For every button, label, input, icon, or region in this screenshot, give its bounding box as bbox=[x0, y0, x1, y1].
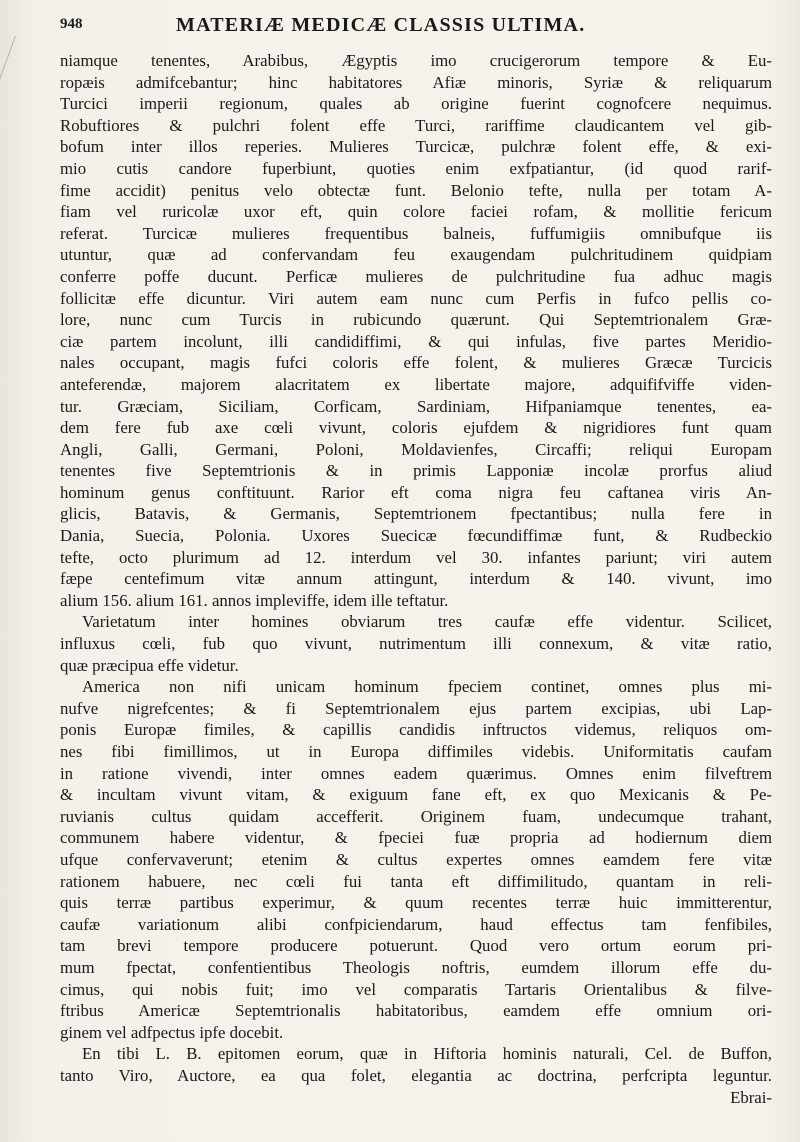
text-line: caufæ variationum alibi confpiciendarum, haud effectus tam fenfibiles, bbox=[60, 914, 772, 934]
text-line: America non nifi unicam hominum fpeciem continet, omnes plus mi- bbox=[82, 677, 772, 697]
text-line: in ratione vivendi, inter omnes eadem quærimus. Omnes enim filveftrem bbox=[60, 763, 772, 783]
text-line: nales occupant, magis fufci coloris effe folent, & mulieres Græcæ Turcicis bbox=[60, 353, 772, 373]
text-line: ruvianis cultus quidam accefferit. Originem fuam, undecumque trahant, bbox=[60, 806, 772, 826]
text-line: & incultam vivunt vitam, & exiguum fane eft, ex quo Mexicanis & Pe- bbox=[60, 785, 772, 805]
text-line: ftribus Americæ Septemtrionalis habitatoribus, eamdem effe omnium ori- bbox=[60, 1001, 772, 1021]
text-line: tenentes five Septemtrionis & in primis Lapponiæ incolæ prorfus aliud bbox=[60, 461, 772, 481]
text-line: fæpe centefimum vitæ annum attingunt, interdum & 140. vivunt, imo bbox=[60, 569, 772, 589]
text-line: Varietatum inter homines obviarum tres caufæ effe videntur. Scilicet, bbox=[82, 612, 772, 632]
text-line: quæ præcipua effe videtur. bbox=[60, 655, 239, 675]
text-line: tefte, octo plurimum ad 12. interdum vel 30. infantes pariunt; viri autem bbox=[60, 547, 772, 567]
text-line: ufque confervaverunt; etenim & cultus expertes omnes eamdem fere vitæ bbox=[60, 849, 772, 869]
text-line: tam brevi tempore producere potuerunt. Quod vero ortum eorum pri- bbox=[60, 936, 772, 956]
text-line: Angli, Galli, Germani, Poloni, Moldavienfes, Circaffi; reliqui Europam bbox=[60, 439, 772, 459]
text-line: utuntur, quæ ad confervandam feu exaugendam pulchritudinem quidpiam bbox=[60, 245, 772, 265]
text-line: nes fibi fimillimos, ut in Europa diffimiles videbis. Uniformitatis caufam bbox=[60, 742, 772, 761]
text-line: referat. Turcicæ mulieres frequentibus balneis, fuffumigiis omnibufque iis bbox=[60, 223, 772, 243]
text-line: cimus, qui nobis fuit; imo vel comparatis Tartaris Orientalibus & filve- bbox=[60, 979, 772, 999]
text-line: bofum inter illos reperies. Mulieres Turcicæ, pulchræ folent effe, & exi- bbox=[60, 137, 772, 157]
text-line: tanto Viro, Auctore, ea qua folet, elegantia ac doctrina, perfcripta leguntur. bbox=[60, 1065, 772, 1085]
text-line: tur. Græciam, Siciliam, Corficam, Sardiniam, Hifpaniamque tenentes, ea- bbox=[60, 396, 772, 416]
text-line: mio cutis candore fuperbiunt, quoties enim exfpatiantur, (id quod rarif- bbox=[60, 158, 772, 178]
text-line: rationem habuere, nec cœli fui tanta eft diffimilitudo, quantam in reli- bbox=[60, 871, 772, 891]
text-line: fiam vel ruricolæ uxor eft, quin colore faciei rofam, & mollitie fericum bbox=[60, 202, 772, 222]
text-line: mum fpectat, confentientibus Theologis noftris, eumdem illorum effe du- bbox=[60, 957, 772, 977]
text-line: Ebrai- bbox=[730, 1087, 772, 1107]
text-line: ponis Europæ fimiles, & capillis candidis inftructos videmus, reliquos om- bbox=[60, 720, 772, 740]
text-line: alium 156. alium 161. annos impleviffe, idem ille teftatur. bbox=[60, 590, 449, 610]
text-line: Robuftiores & pulchri folent effe Turci, rariffime claudicantem vel gib- bbox=[60, 115, 772, 135]
body-text bbox=[60, 50, 772, 1108]
text-line: Dania, Suecia, Polonia. Uxores Suecicæ fœcundiffimæ funt, & Rudbeckio bbox=[60, 526, 772, 546]
page-header bbox=[60, 14, 780, 42]
text-line: ginem vel adfpectus ipfe docebit. bbox=[60, 1022, 284, 1042]
text-line: nufve nigrefcentes; & fi Septemtrionalem ejus partem excipias, ubi Lap- bbox=[60, 698, 772, 718]
text-line: follicitæ effe dicuntur. Viri autem eam nunc cum Perfis in fufco pellis co- bbox=[60, 288, 772, 308]
margin-pencil-mark bbox=[0, 36, 44, 96]
text-line: hominum genus conftituunt. Rarior eft coma nigra feu caftanea viris An- bbox=[60, 482, 772, 502]
text-line: fime accidit) penitus velo obtectæ funt. Belonio tefte, nulla per totam A- bbox=[60, 180, 772, 200]
text-line: anteferendæ, majorem alacritatem ex libertate majore, adquififviffe viden- bbox=[60, 374, 772, 394]
text-line: En tibi L. B. epitomen eorum, quæ in Hiftoria hominis naturali, Cel. de Buffon, bbox=[82, 1044, 772, 1064]
text-line: glicis, Batavis, & Germanis, Septemtrionem fpectantibus; nulla fere in bbox=[60, 504, 772, 524]
text-line: communem habere videntur, & fpeciei fuæ propria ad hodiernum diem bbox=[60, 828, 772, 848]
text-line: niamque tenentes, Arabibus, Ægyptis imo crucigerorum tempore & Eu- bbox=[60, 51, 772, 70]
page-number: 948 bbox=[60, 16, 83, 32]
text-line: Turcici imperii regionum, quales ab origine fuerint cognofcere nequimus. bbox=[60, 94, 772, 114]
running-title: MATERIÆ MEDICÆ CLASSIS ULTIMA. bbox=[176, 14, 586, 36]
text-line: ropæis admifcebantur; hinc habitatores Afiæ minoris, Syriæ & reliquarum bbox=[60, 72, 772, 92]
text-line: ciæ partem incolunt, illi candidiffimi, & qui infulas, five partes Meridio- bbox=[60, 331, 772, 351]
text-line: dem fere fub axe cœli vivunt, coloris ejufdem & nigridiores funt quam bbox=[60, 418, 772, 438]
text-line: quis terræ partibus experimur, & quum recentes terræ huic immitterentur, bbox=[60, 893, 772, 913]
text-line: lore, nunc cum Turcis in rubicundo quærunt. Qui Septemtrionalem Græ- bbox=[60, 310, 772, 330]
text-line: conferre poffe ducunt. Perficæ mulieres de pulchritudine fua adhuc magis bbox=[60, 266, 772, 286]
text-line: influxus cœli, fub quo vivunt, nutrimentum illi connexum, & vitæ ratio, bbox=[60, 634, 772, 654]
